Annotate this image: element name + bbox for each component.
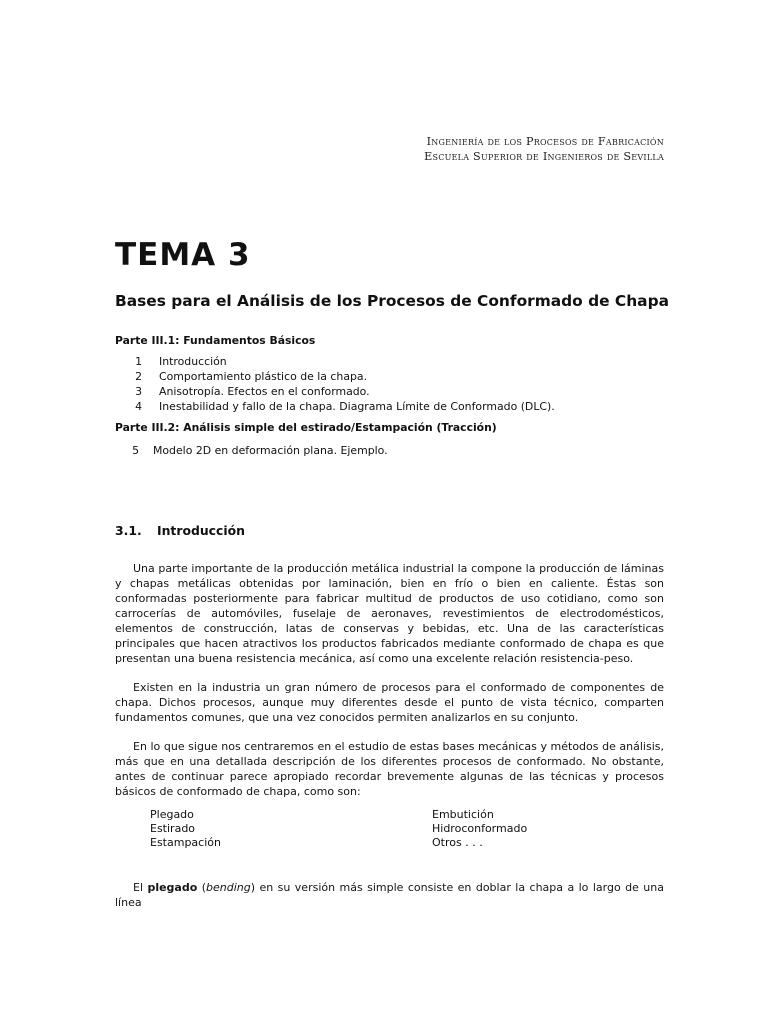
term-bending: bending — [206, 881, 251, 894]
chapter-subtitle: Bases para el Análisis de los Procesos de Conformado de Chapa — [115, 292, 669, 310]
paragraph-1: Una parte importante de la producción metálica industrial la compone la producción de láminas y chapas metálicas obtenidas por laminación, bien en frío o bien en caliente. Éstas son conformadas posteriormente para fabricar multitud de productos de uso cotidiano, como son carrocerías de automóviles, fuselaje de aeronaves, revestimientos de electrodomésticos, elementos de construcción, latas de conservas y bebidas, etc. Una de las características principales que hacen atractivos los productos fabricados mediante conformado de chapa es que presentan una buena resistencia mecánica, así como una excelente relación resistencia-peso. — [115, 562, 664, 665]
part-1-heading: Parte III.1: Fundamentos Básicos — [115, 334, 316, 347]
process-item: Estirado — [150, 822, 196, 835]
process-list-left — [150, 808, 221, 850]
paragraph-4-rest: ) en su versión más simple consiste en doblar la chapa a lo largo de una línea — [115, 881, 664, 909]
toc-item-number: 5 — [132, 444, 139, 457]
toc-item-text: Introducción — [159, 355, 227, 368]
part-2-heading: Parte III.2: Análisis simple del estirado/Estampación (Tracción) — [115, 421, 497, 434]
chapter-title: TEMA 3 — [115, 237, 251, 273]
header-course-name: Ingeniería de los Procesos de Fabricación — [426, 135, 664, 148]
process-item: Estampación — [150, 836, 221, 849]
term-plegado: plegado — [147, 881, 198, 894]
toc-item-number: 3 — [135, 385, 142, 398]
section-number: 3.1. — [115, 523, 142, 538]
paren-open: ( — [201, 881, 207, 894]
process-item: Embutición — [432, 808, 494, 821]
paragraph-4-intro: El — [133, 881, 144, 894]
paragraph-4 — [115, 880, 664, 910]
process-list-right — [432, 808, 527, 850]
process-item: Hidroconformado — [432, 822, 528, 835]
paragraph-2: Existen en la industria un gran número de procesos para el conformado de componentes de chapa. Dichos procesos, aunque muy diferentes desde el punto de vista técnico, comparten fundamentos comunes, que una vez conocidos permiten analizarlos en su conjunto. — [115, 681, 664, 724]
section-heading — [115, 522, 245, 540]
toc-item-text: Inestabilidad y fallo de la chapa. Diagrama Límite de Conformado (DLC). — [159, 400, 555, 413]
toc-item-text: Modelo 2D en deformación plana. Ejemplo. — [153, 444, 388, 457]
paragraph-3: En lo que sigue nos centraremos en el estudio de estas bases mecánicas y métodos de análisis, más que en una detallada descripción de los diferentes procesos de conformado. No obstante, antes de continuar parece apropiado recordar brevemente algunas de las técnicas y procesos básicos de conformado de chapa, como son: — [115, 740, 664, 798]
toc-item-number: 2 — [135, 370, 142, 383]
toc-item-text: Comportamiento plástico de la chapa. — [159, 370, 368, 383]
process-item: Plegado — [150, 808, 194, 821]
header-school-name: Escuela Superior de Ingenieros de Sevilla — [424, 150, 664, 163]
toc-item-number: 1 — [135, 355, 142, 368]
toc-item-text: Anisotropía. Efectos en el conformado. — [159, 385, 370, 398]
toc-item-number: 4 — [135, 400, 142, 413]
running-header — [424, 134, 664, 164]
section-title: Introducción — [157, 523, 245, 538]
process-item: Otros . . . — [432, 836, 483, 849]
